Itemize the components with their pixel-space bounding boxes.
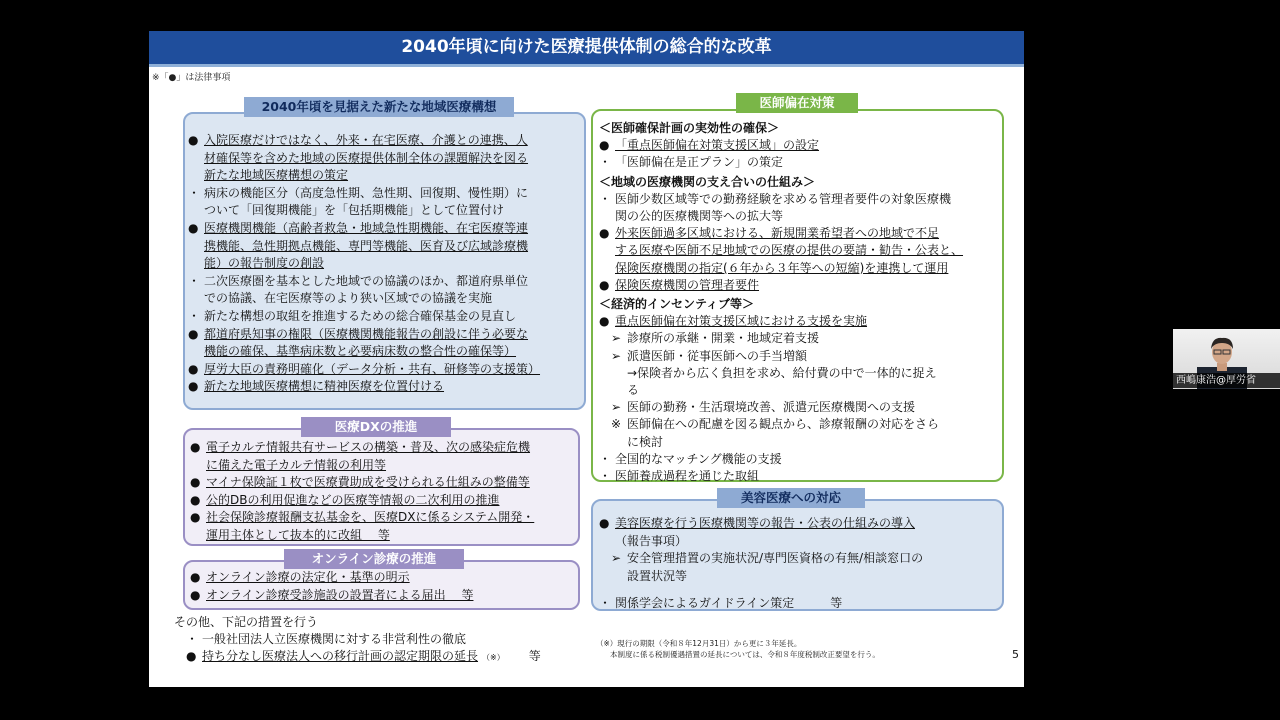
list-item-text: 外来医師過多区域における、新規開業希望者への地域で不足: [615, 226, 940, 241]
cosmetic-medicine-items: [599, 515, 923, 613]
list-item-text: る: [627, 383, 640, 398]
list-item: ・ 関係学会によるガイドライン策定 等: [599, 596, 843, 611]
list-item-text: 病床の機能区分（高度急性期、急性期、回復期、慢性期）に: [204, 185, 529, 200]
list-item-text: 材確保等を含めた地域の医療提供体制全体の課題解決を図る: [204, 150, 529, 165]
list-item: [190, 527, 534, 545]
list-item: [190, 439, 534, 457]
list-marker: ・: [599, 451, 612, 466]
list-marker: ●: [188, 361, 199, 376]
participant-name: 西嶋康浩@厚労省: [1173, 373, 1280, 388]
list-item-text: 医師の勤務・生活環境改善、派遣元医療機関への支援: [627, 400, 916, 415]
list-item: [599, 313, 963, 330]
list-item-text: 都道府県知事の権限（医療機関機能報告の創設に伴う必要な: [204, 326, 529, 341]
list-marker: ●: [188, 220, 199, 235]
list-item: [190, 474, 534, 492]
list-marker: ●: [190, 475, 201, 490]
list-item-text: 機能の確保、基準病床数と必要病床数の整合性の確保等）: [204, 344, 517, 359]
other-item-note: （※）: [482, 653, 505, 662]
list-item: [190, 509, 534, 527]
online-care-header: オンライン診療の推進: [284, 549, 464, 569]
list-item-text: 関係学会によるガイドライン策定 等: [615, 596, 843, 611]
list-item: [599, 137, 963, 154]
list-marker: ●: [190, 440, 201, 454]
list-marker: ●: [188, 133, 199, 147]
list-item: [599, 434, 963, 451]
list-marker: ●: [188, 379, 199, 394]
other-intro: その他、下記の措置を行う: [174, 615, 319, 629]
doctor-distribution-items: [599, 120, 963, 485]
footnote: [596, 638, 880, 660]
list-marker: ※: [611, 417, 622, 432]
list-marker: ➢: [611, 331, 622, 346]
list-item-text: 新たな構想の取組を推進するための総合確保基金の見直し: [204, 308, 517, 323]
doctor-distribution-header: 医師偏在対策: [736, 93, 858, 113]
other-item-text: 持ち分なし医療法人への移行計画の認定期限の延長: [202, 649, 479, 663]
online-care-items: [190, 569, 473, 604]
list-item: [599, 225, 963, 242]
regional-plan-header: 2040年頃を見据えた新たな地域医療構想: [244, 97, 514, 117]
list-item: [599, 277, 963, 294]
list-item-text: 新たな地域医療構想に精神医療を位置付ける: [204, 379, 445, 394]
list-item-text: オンライン診療の法定化・基準の明示: [206, 570, 410, 584]
list-item: [599, 568, 923, 586]
list-item-text: ついて「回復期機能」を「包括期機能」として位置付け: [204, 203, 505, 218]
list-item-text: 診療所の承継・開業・地域定着支援: [627, 331, 820, 346]
regional-plan-items: [188, 132, 540, 396]
list-item-text: 医師養成過程を通じた取組: [615, 469, 760, 484]
list-item: [188, 220, 540, 238]
other-item: ● 持ち分なし医療法人への移行計画の認定期限の延長 （※） 等: [186, 649, 541, 663]
list-marker: ●: [599, 226, 610, 241]
list-marker: ・: [188, 273, 201, 288]
list-item: [188, 167, 540, 185]
list-item-text: 電子カルテ情報共有サービスの構築・普及、次の感染症危機: [206, 440, 531, 454]
list-item-text: （報告事項）: [615, 533, 688, 548]
list-item: [188, 361, 540, 379]
list-marker: ●: [599, 138, 610, 153]
list-item: [190, 569, 473, 587]
list-item-text: 保険医療機関の管理者要件: [615, 277, 760, 292]
list-item: [188, 343, 540, 361]
footnote-line: 本制度に係る税制優遇措置の延長については、令和８年度税制改正要望を行う。: [610, 650, 880, 659]
list-item: [188, 202, 540, 220]
list-item: [599, 365, 963, 382]
list-item: ● 美容医療を行う医療機関等の報告・公表の仕組みの導入: [599, 516, 916, 530]
list-marker: ●: [188, 326, 199, 341]
list-item: [599, 330, 963, 347]
list-item: [599, 533, 923, 551]
list-item: [188, 150, 540, 168]
list-item: [188, 326, 540, 344]
list-item-text: 医師偏在への配慮を図る観点から、診療報酬の対応をさら: [627, 417, 940, 432]
list-marker: ●: [190, 492, 201, 507]
list-item-text: 設置状況等: [627, 568, 688, 583]
list-item: [188, 308, 540, 326]
list-item-text: 新たな地域医療構想の策定: [204, 168, 349, 183]
list-marker: ・: [599, 191, 612, 206]
list-item-text: マイナ保険証１枚で医療費助成を受けられる仕組みの整備等: [206, 475, 530, 490]
list-item-text: 社会保険診療報酬支払基金を、医療DXに係るシステム開発・: [206, 510, 535, 525]
list-item-text: 二次医療圏を基本とした地域での協議のほか、都道府県単位: [204, 273, 529, 288]
list-item-text: に検討: [627, 434, 664, 449]
list-item-text: 医師少数区域等での勤務経験を求める管理者要件の対象医療機: [615, 191, 952, 206]
list-item: [599, 208, 963, 225]
list-item-text: 厚労大臣の責務明確化（データ分析・共有、研修等の支援策）: [204, 361, 541, 376]
list-item-text: 重点医師偏在対策支援区域における支援を実施: [615, 314, 868, 329]
list-item-text: 「医師偏在是正プラン」の策定: [615, 155, 784, 170]
list-marker: ●: [599, 277, 610, 292]
list-item: [599, 260, 963, 277]
list-item: [599, 416, 963, 433]
section-heading: ＜地域の医療機関の支え合いの仕組み＞: [599, 174, 816, 189]
list-marker: ●: [190, 570, 201, 584]
legal-note: ※「●」は法律事項: [152, 73, 231, 83]
list-item: [599, 468, 963, 485]
list-marker: ・: [599, 469, 612, 484]
list-item: [599, 399, 963, 416]
list-item: [599, 154, 963, 171]
list-item-text: 能）の報告制度の創設: [204, 256, 325, 271]
list-item-text: 保険医療機関の指定(６年から３年等への短縮)を連携して運用: [615, 260, 949, 275]
participant-video-tile[interactable]: [1173, 329, 1280, 389]
list-item-text: 美容医療を行う医療機関等の報告・公表の仕組みの導入: [615, 516, 916, 530]
list-item: [599, 382, 963, 399]
list-item: [599, 348, 963, 365]
list-marker: ➢: [611, 348, 622, 363]
other-item-text: 一般社団法人立医療機関に対する非営利性の徹底: [202, 632, 467, 646]
slide-title: 2040年頃に向けた医療提供体制の総合的な改革: [149, 31, 1024, 64]
list-item: [190, 492, 534, 510]
other-measures: [174, 614, 541, 666]
list-item: [188, 185, 540, 203]
list-item: ➢ 安全管理措置の実施状況/専門医資格の有無/相談窓口の: [611, 551, 924, 566]
section-heading: ＜経済的インセンティブ等＞: [599, 297, 755, 312]
list-marker: ●: [190, 587, 201, 602]
list-item-text: 公的DBの利用促進などの医療等情報の二次利用の推進: [206, 492, 500, 507]
list-marker: ・: [188, 185, 201, 200]
list-item-text: 安全管理措置の実施状況/専門医資格の有無/相談窓口の: [627, 551, 924, 566]
list-item-text: に備えた電子カルテ情報の利用等: [206, 457, 387, 472]
other-item: ・ 一般社団法人立医療機関に対する非営利性の徹底: [186, 632, 467, 646]
list-item: [599, 191, 963, 208]
slide: [149, 31, 1024, 687]
list-item: [188, 238, 540, 256]
list-item-text: オンライン診療受診施設の設置者による届出 等: [206, 587, 474, 602]
list-item: [188, 255, 540, 273]
title-underline: [149, 64, 1024, 67]
list-marker: ・: [188, 308, 201, 323]
cosmetic-medicine-header: 美容医療への対応: [717, 488, 865, 508]
footnote-line: （※）現行の期限（令和８年12月31日）から更に３年延長。: [596, 639, 802, 648]
medical-dx-items: [190, 439, 534, 545]
list-item: [190, 457, 534, 475]
list-item: [599, 451, 963, 468]
list-marker: ・: [599, 155, 612, 170]
list-item: [599, 242, 963, 259]
list-marker: ●: [599, 314, 610, 329]
list-item-text: 関の公的医療機関等への拡大等: [615, 209, 784, 224]
list-item-text: での協議、在宅医療等のより狭い区域での協議を実施: [204, 291, 493, 306]
list-item: [188, 290, 540, 308]
list-item-text: 「重点医師偏在対策支援区域」の設定: [615, 138, 820, 153]
list-item: [190, 587, 473, 605]
list-item-text: する医療や医師不足地域での医療の提供の要請・勧告・公表と、: [615, 243, 964, 258]
list-marker: ➢: [611, 400, 622, 415]
list-item-text: 医療機関機能（高齢者救急・地域急性期機能、在宅医療等連: [204, 220, 529, 235]
section-heading: ＜医師確保計画の実効性の確保＞: [599, 121, 780, 135]
list-item-text: 携機能、急性期拠点機能、専門等機能、医育及び広域診療機: [204, 238, 529, 253]
list-item-text: 全国的なマッチング機能の支援: [615, 451, 782, 466]
medical-dx-header: 医療DXの推進: [301, 417, 451, 437]
list-item-text: 運用主体として抜本的に改組 等: [206, 527, 390, 542]
list-item-text: 入院医療だけではなく、外来・在宅医療、介護との連携、人: [204, 133, 528, 147]
list-item: [188, 273, 540, 291]
list-marker: ●: [190, 510, 201, 525]
list-item-text: →保険者から広く負担を求め、給付費の中で一体的に捉え: [627, 365, 937, 380]
list-item: [188, 378, 540, 396]
list-item-text: 派遣医師・従事医師への手当増額: [627, 348, 808, 363]
list-item: [188, 132, 540, 150]
page-number: 5: [1012, 648, 1019, 661]
other-item-suffix: 等: [528, 649, 541, 663]
